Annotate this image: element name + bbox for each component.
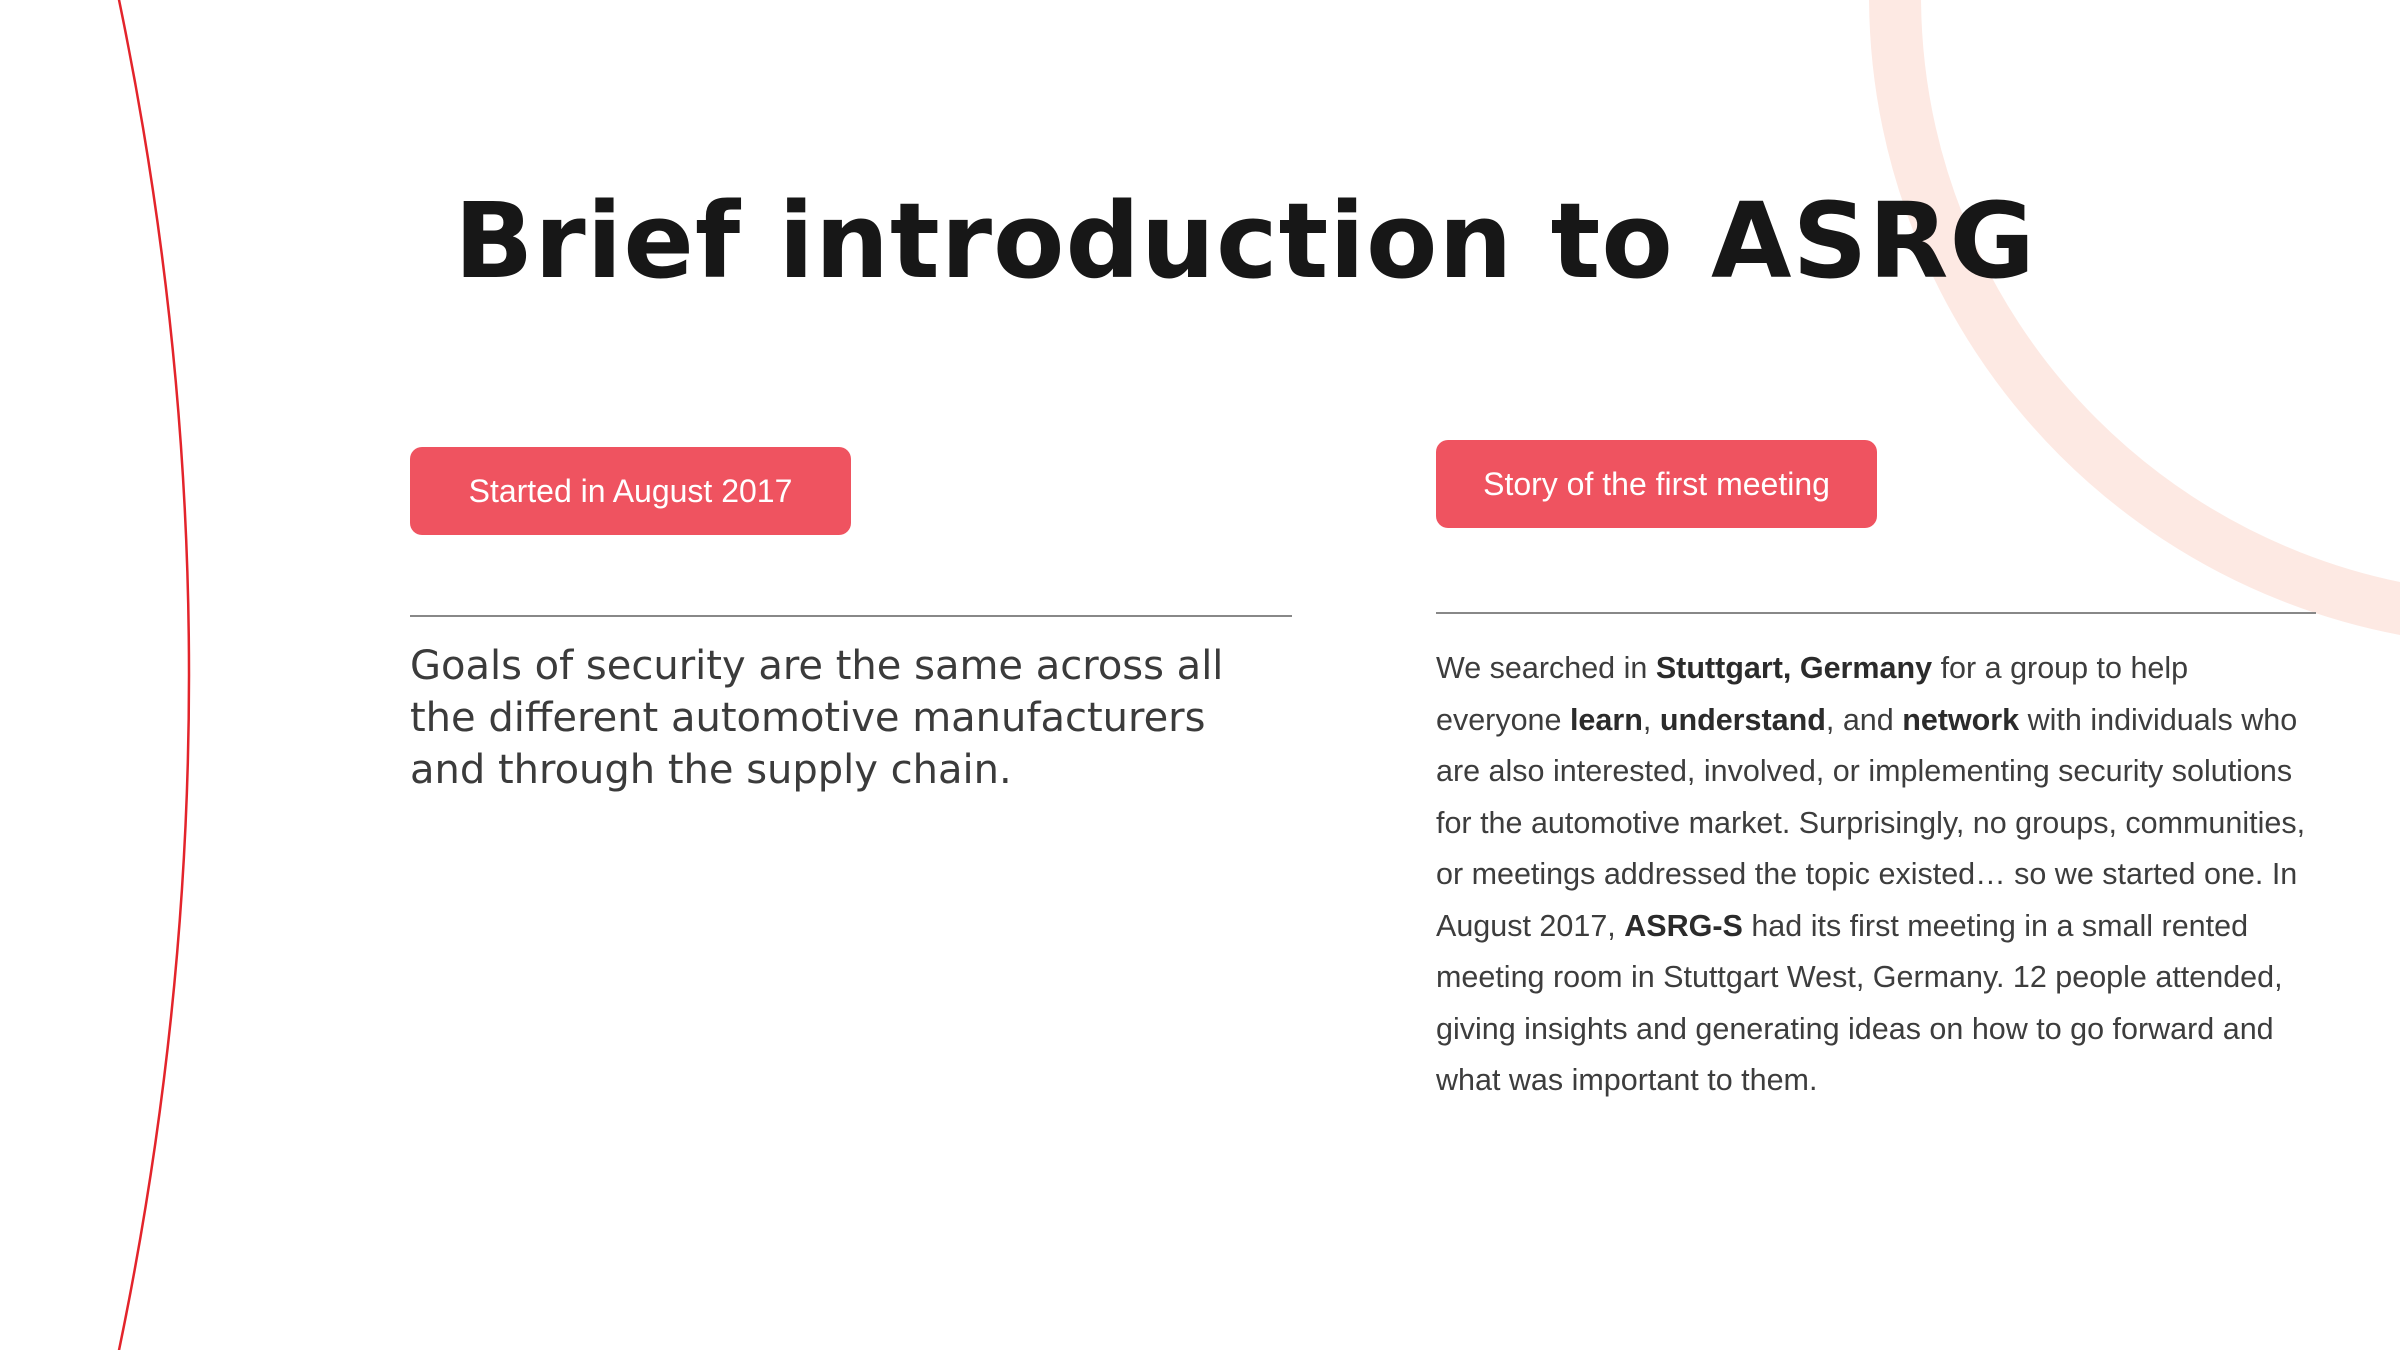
story-text-2: for a group to help everyone <box>1436 651 2189 737</box>
slide-title: Brief introduction to ASRG <box>454 180 2036 302</box>
story-bold-network: network <box>1902 702 2020 737</box>
left-divider <box>410 615 1292 617</box>
story-bold-understand: understand <box>1659 702 1826 737</box>
story-text-1: We searched in <box>1436 651 1656 685</box>
story-bold-asrg-s: ASRG-S <box>1624 908 1743 943</box>
first-meeting-story-badge[interactable]: Story of the first meeting <box>1436 440 1877 528</box>
goals-statement: Goals of security are the same across all the different automotive manufacturers and through the supply chain. <box>410 643 1224 793</box>
story-bold-learn: learn <box>1569 702 1643 737</box>
story-text-3: , <box>1642 702 1660 737</box>
peach-corner-arc <box>1895 0 2400 620</box>
first-meeting-story <box>1436 643 2316 1107</box>
started-august-2017-badge[interactable]: Started in August 2017 <box>410 447 851 535</box>
story-text-5: with individuals who are also interested, involved, or implementing security solutions for the automotive market. Surprisingly, no groups, communities, or meetings addressed the topic existed… so we started one. In August 2017, <box>1436 702 2306 943</box>
right-divider <box>1436 612 2316 614</box>
story-bold-location: Stuttgart, Germany <box>1655 651 1933 685</box>
story-text-6: had its first meeting in a small rented meeting room in Stuttgart West, Germany. 12 people attended, giving insights and generating ideas on how to go forward and what was important to them. <box>1436 908 2283 1097</box>
story-text-4: , and <box>1825 702 1903 737</box>
